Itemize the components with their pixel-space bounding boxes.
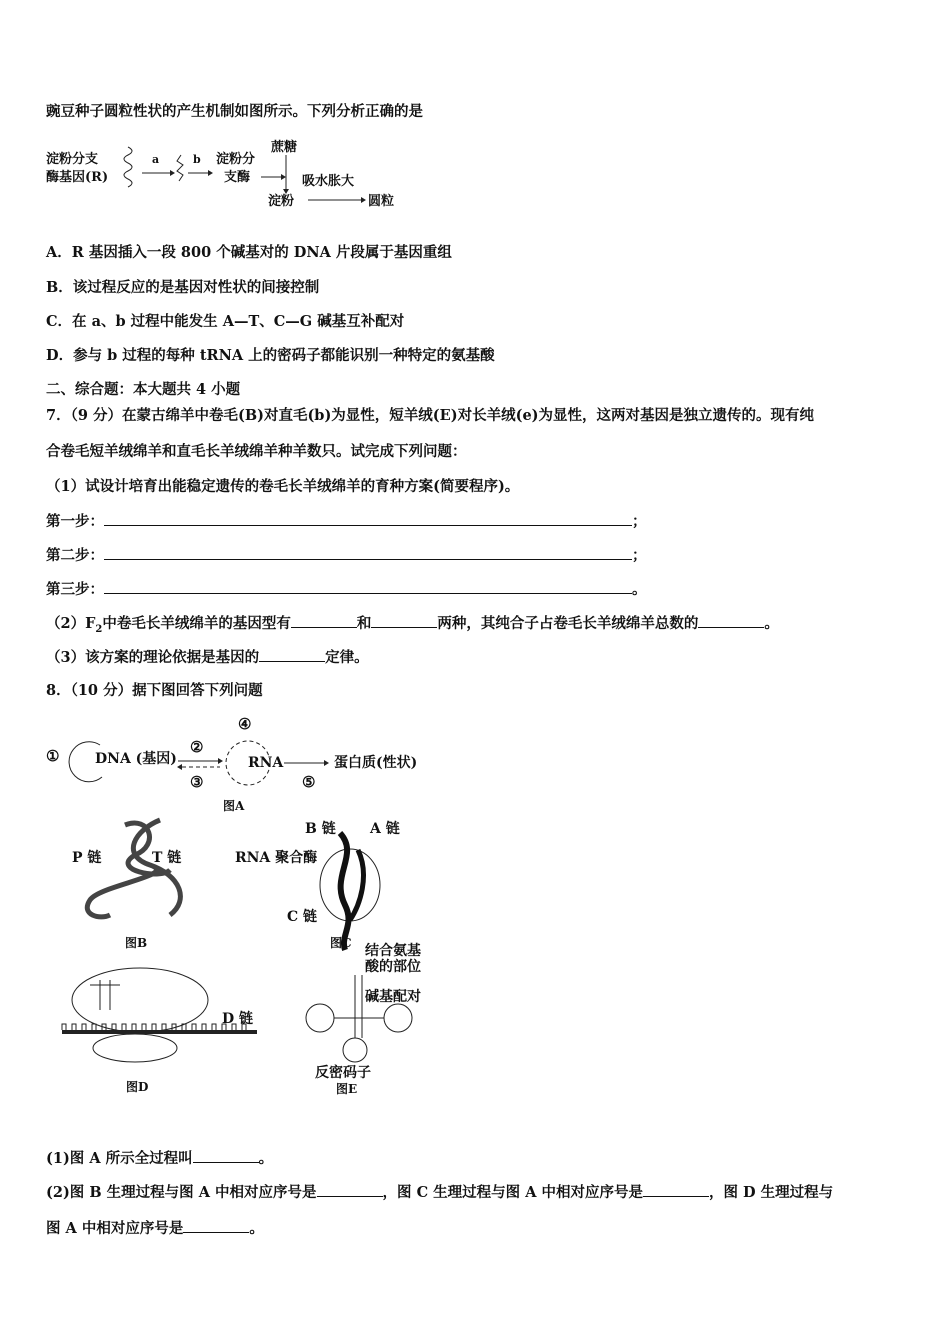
ratio-blank[interactable] bbox=[698, 613, 764, 628]
step3-row: 第三步： 。 bbox=[46, 581, 647, 598]
figure-d bbox=[62, 968, 257, 1094]
figure-label: P 链 bbox=[72, 850, 102, 866]
figure-label: ③ bbox=[190, 773, 204, 791]
q8-part2: (2)图 B 生理过程与图 A 中相对应序号是 ，图 C 生理过程与图 A 中相对应序号是 ，图 D 生理过程与 bbox=[46, 1184, 834, 1201]
step1-blank[interactable] bbox=[104, 511, 632, 526]
figc-blank[interactable] bbox=[643, 1182, 709, 1197]
q7-line2: 合卷毛短羊绒绵羊和直毛长羊绒绵羊种羊数只。试完成下列问题： bbox=[46, 443, 467, 460]
q7-line1: 7．（9 分）在蒙古绵羊中卷毛(B)对直毛(b)为显性，短羊绒(E)对长羊绒(e)为显性，这两对基因是独立遗传的。现有纯 bbox=[46, 407, 815, 424]
figure-label: 图E bbox=[336, 1082, 358, 1096]
q6-stem: 豌豆种子圆粒性状的产生机制如图所示。下列分析正确的是 bbox=[46, 103, 423, 120]
trna-cloverleaf bbox=[334, 975, 384, 1038]
figure-label: b bbox=[193, 153, 201, 166]
figb-blank[interactable] bbox=[317, 1182, 383, 1197]
q7-part3: （3）该方案的理论依据是基因的 定律。 bbox=[46, 649, 369, 666]
figure-b bbox=[72, 820, 181, 950]
figure-label: 淀粉分 bbox=[216, 152, 256, 167]
figure-label: 酸的部位 bbox=[365, 959, 421, 975]
genotype-blank-1[interactable] bbox=[291, 613, 357, 628]
figure-e bbox=[306, 942, 421, 1096]
figure-label: 吸水胀大 bbox=[302, 174, 355, 189]
option-b: B．该过程反应的是基因对性状的间接控制 bbox=[46, 279, 320, 296]
option-c: C．在 a、b 过程中能发生 A—T、C—G 碱基互补配对 bbox=[46, 313, 405, 330]
option-a: A．R 基因插入一段 800 个碱基对的 DNA 片段属于基因重组 bbox=[46, 244, 452, 261]
q8-part1: (1)图 A 所示全过程叫 。 bbox=[46, 1150, 274, 1167]
figure-label: 蛋白质(性状) bbox=[334, 755, 418, 771]
figure-label: ② bbox=[190, 738, 204, 756]
figure-label: 图A bbox=[223, 799, 245, 813]
figure-label: ④ bbox=[238, 715, 252, 733]
q8-part2-cont: 图 A 中相对应序号是 。 bbox=[46, 1220, 264, 1237]
gene-label: 淀粉分支 bbox=[46, 152, 99, 167]
figure-label: RNA bbox=[248, 755, 284, 771]
figure-label: 蔗糖 bbox=[271, 140, 298, 155]
figure-label: 图B bbox=[125, 936, 148, 950]
figure-label: B 链 bbox=[305, 821, 336, 837]
figure-label: 反密码子 bbox=[315, 1065, 371, 1081]
mrna-icon bbox=[177, 155, 183, 181]
figure-label: C 链 bbox=[287, 909, 318, 925]
option-d: D．参与 b 过程的每种 tRNA 上的密码子都能识别一种特定的氨基酸 bbox=[46, 347, 495, 364]
figure-label: D 链 bbox=[222, 1011, 254, 1027]
figure-label: 结合氨基 bbox=[365, 943, 421, 959]
process-blank[interactable] bbox=[193, 1148, 259, 1163]
step1-row: 第一步： ； bbox=[46, 513, 647, 530]
genotype-blank-2[interactable] bbox=[371, 613, 437, 628]
q8-figures bbox=[40, 705, 440, 1105]
gene-label-2: 酶基因(R) bbox=[46, 170, 109, 185]
figure-label: 淀粉 bbox=[268, 194, 295, 209]
section-heading: 二、综合题：本大题共 4 小题 bbox=[46, 381, 241, 398]
figure-label: 支酶 bbox=[224, 170, 251, 185]
figure-label: 图C bbox=[330, 936, 352, 950]
figd-blank[interactable] bbox=[183, 1218, 249, 1233]
q8-stem: 8．（10 分）据下图回答下列问题 bbox=[46, 682, 263, 699]
figure-label: 碱基配对 bbox=[365, 989, 421, 1005]
dna-icon bbox=[124, 147, 132, 187]
figure-a bbox=[46, 715, 417, 813]
figure-label: 圆粒 bbox=[368, 194, 395, 209]
figure-label: a bbox=[152, 153, 160, 166]
figure-label: A 链 bbox=[370, 821, 400, 837]
figure-label: 图D bbox=[126, 1080, 149, 1094]
figure-c bbox=[235, 820, 400, 950]
figure-label: ① bbox=[46, 747, 60, 765]
q7-part2: $(2)F_2$中卷毛长羊绒绵羊的基因型有 和 两种，其纯合子占卷毛长羊绒绵羊总数的 。 bbox=[46, 615, 779, 635]
q7-part1: （1）试设计培育出能稳定遗传的卷毛长羊绒绵羊的育种方案(简要程序)。 bbox=[46, 478, 520, 495]
figure-label: RNA 聚合酶 bbox=[235, 850, 318, 866]
figure-label: DNA (基因) bbox=[95, 751, 177, 767]
mrna-strand bbox=[62, 1030, 257, 1034]
figure-label: ⑤ bbox=[302, 773, 316, 791]
figure-label: T 链 bbox=[152, 850, 182, 866]
trna-icon bbox=[90, 980, 120, 1010]
step2-row: 第二步： ； bbox=[46, 547, 647, 564]
step2-blank[interactable] bbox=[104, 545, 632, 560]
dna-double-helix bbox=[87, 820, 180, 917]
step3-blank[interactable] bbox=[104, 579, 632, 594]
law-blank[interactable] bbox=[259, 647, 325, 662]
q6-starch-figure bbox=[46, 135, 406, 215]
